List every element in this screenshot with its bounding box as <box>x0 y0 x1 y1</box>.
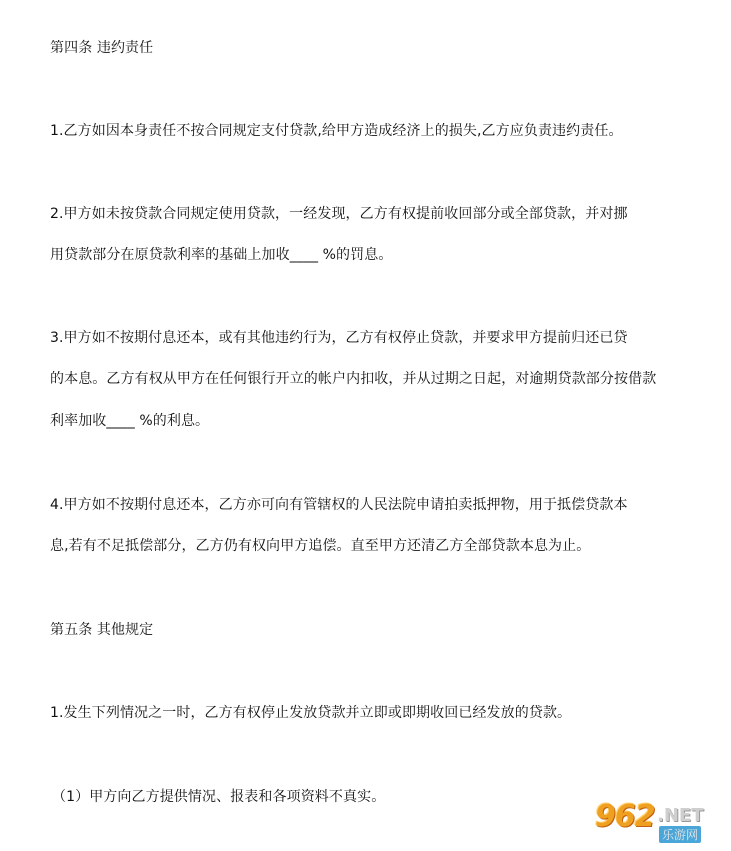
section4-clause3-line2: 的本息。乙方有权从甲方在任何银行开立的帐户内扣收，并从过期之日起，对逾期贷款部分按借款 <box>50 371 657 387</box>
watermark-subtitle: 乐游网 <box>659 826 701 843</box>
watermark-domain: .NET <box>657 805 704 826</box>
section4-title: 第四条 违约责任 <box>50 40 154 56</box>
site-watermark-logo <box>595 799 723 845</box>
section4-clause1-line1: 1.乙方如因本身责任不按合同规定支付贷款,给甲方造成经济上的损失,乙方应负责违约责任。 <box>50 123 623 139</box>
section4-clause2-line1: 2.甲方如未按贷款合同规定使用贷款，一经发现，乙方有权提前收回部分或全部贷款，并对挪 <box>50 206 628 222</box>
section5-title: 第五条 其他规定 <box>50 622 154 638</box>
section4-clause3-line3: 利率加收____ %的利息。 <box>50 413 210 429</box>
section4-clause4-line2: 息,若有不足抵偿部分，乙方仍有权向甲方追偿。直至甲方还清乙方全部贷款本息为止。 <box>50 538 591 554</box>
section5-item1-line1: （1）甲方向乙方提供情况、报表和各项资料不真实。 <box>52 789 386 805</box>
section5-clause1-line1: 1.发生下列情况之一时，乙方有权停止发放贷款并立即或即期收回已经发放的贷款。 <box>50 705 572 721</box>
watermark-number: 962 <box>595 799 655 834</box>
section4-clause4-line1: 4.甲方如不按期付息还本，乙方亦可向有管辖权的人民法院申请拍卖抵押物，用于抵偿贷款本 <box>50 497 628 513</box>
section4-clause2-line2: 用贷款部分在原贷款利率的基础上加收____ %的罚息。 <box>50 247 393 263</box>
section4-clause3-line1: 3.甲方如不按期付息还本，或有其他违约行为，乙方有权停止贷款，并要求甲方提前归还已贷 <box>50 330 628 346</box>
